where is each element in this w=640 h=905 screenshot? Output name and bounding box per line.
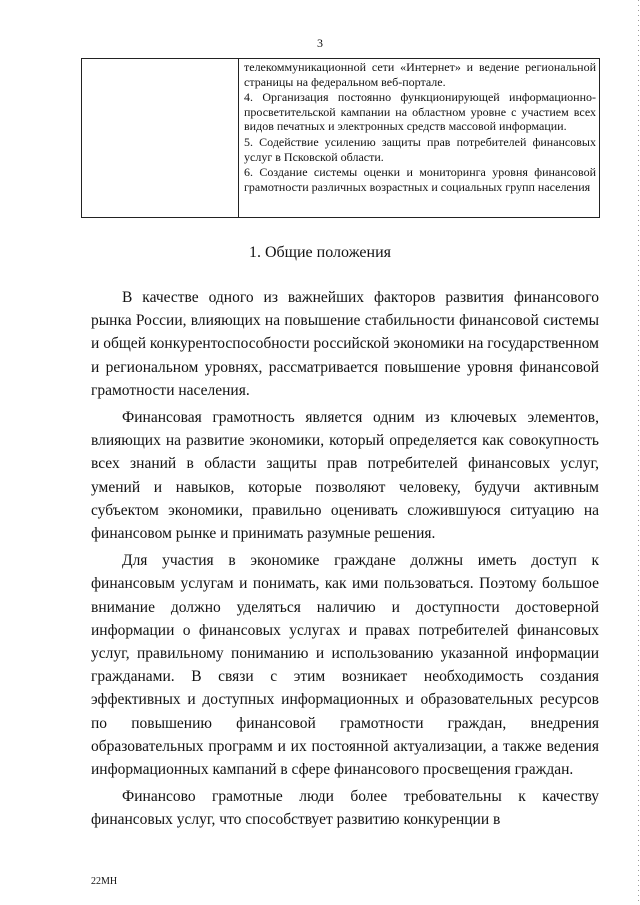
tasks-table [81,58,600,218]
paragraph: Финансово грамотные люди более требовательны к качеству финансовых услуг, что способствует развитию конкуренции в [91,788,599,829]
table-cell-text: 5. Содействие усилению защиты прав потребителей финансовых услуг в Псковской области. [244,134,596,164]
page-number: 3 [317,36,323,50]
table-cell-text: 4. Организация постоянно функционирующей информационно-просветительской кампании на областном уровне с участием всех видов печатных и электронных средств массовой информации. [244,90,596,134]
paragraph: Для участия в экономике граждане должны иметь доступ к финансовым услугам и понимать, как ими пользоваться. Поэтому большое внимание должно уделяться наличию и доступности достоверной информации о финансовых услугах и правах потребителей финансовых услуг, правильному пониманию и использованию указанной информации гражданами. В связи с этим возникает необходимость создания эффективных и доступных информационных и образовательных ресурсов по повышению финансовой грамотности граждан, внедрения образовательных программ и их постоянной актуализации, а также ведения информационных кампаний в сфере финансового просвещения граждан. [91,552,599,779]
table-cell-text: телекоммуникационной сети «Интернет» и ведение региональной страницы на федеральном веб-портале. [244,60,596,89]
body-text [91,286,599,836]
table-right-column [239,59,599,217]
paragraph: В качестве одного из важнейших факторов развития финансового рынка России, влияющих на повышение стабильности финансовой системы и общей конкурентоспособности российской экономики на государственном и региональном уровнях, рассматривается повышение уровня финансовой грамотности населения. [91,289,599,399]
footer-code: 22МН [91,876,118,887]
table-cell-text: 6. Создание системы оценки и мониторинга уровня финансовой грамотности различных возрастных и социальных групп населения [244,165,596,194]
section-title: 1. Общие положения [248,244,392,261]
table-left-column [82,59,239,217]
scan-edge-dots [638,0,639,905]
paragraph: Финансовая грамотность является одним из ключевых элементов, влияющих на развитие экономики, который определяется как совокупность всех знаний в области защиты прав потребителей финансовых услуг, умений и навыков, которые позволяют человеку, будучи активным субъектом экономики, правильно оценивать сложившуюся ситуацию на финансовом рынке и принимать разумные решения. [91,409,599,543]
